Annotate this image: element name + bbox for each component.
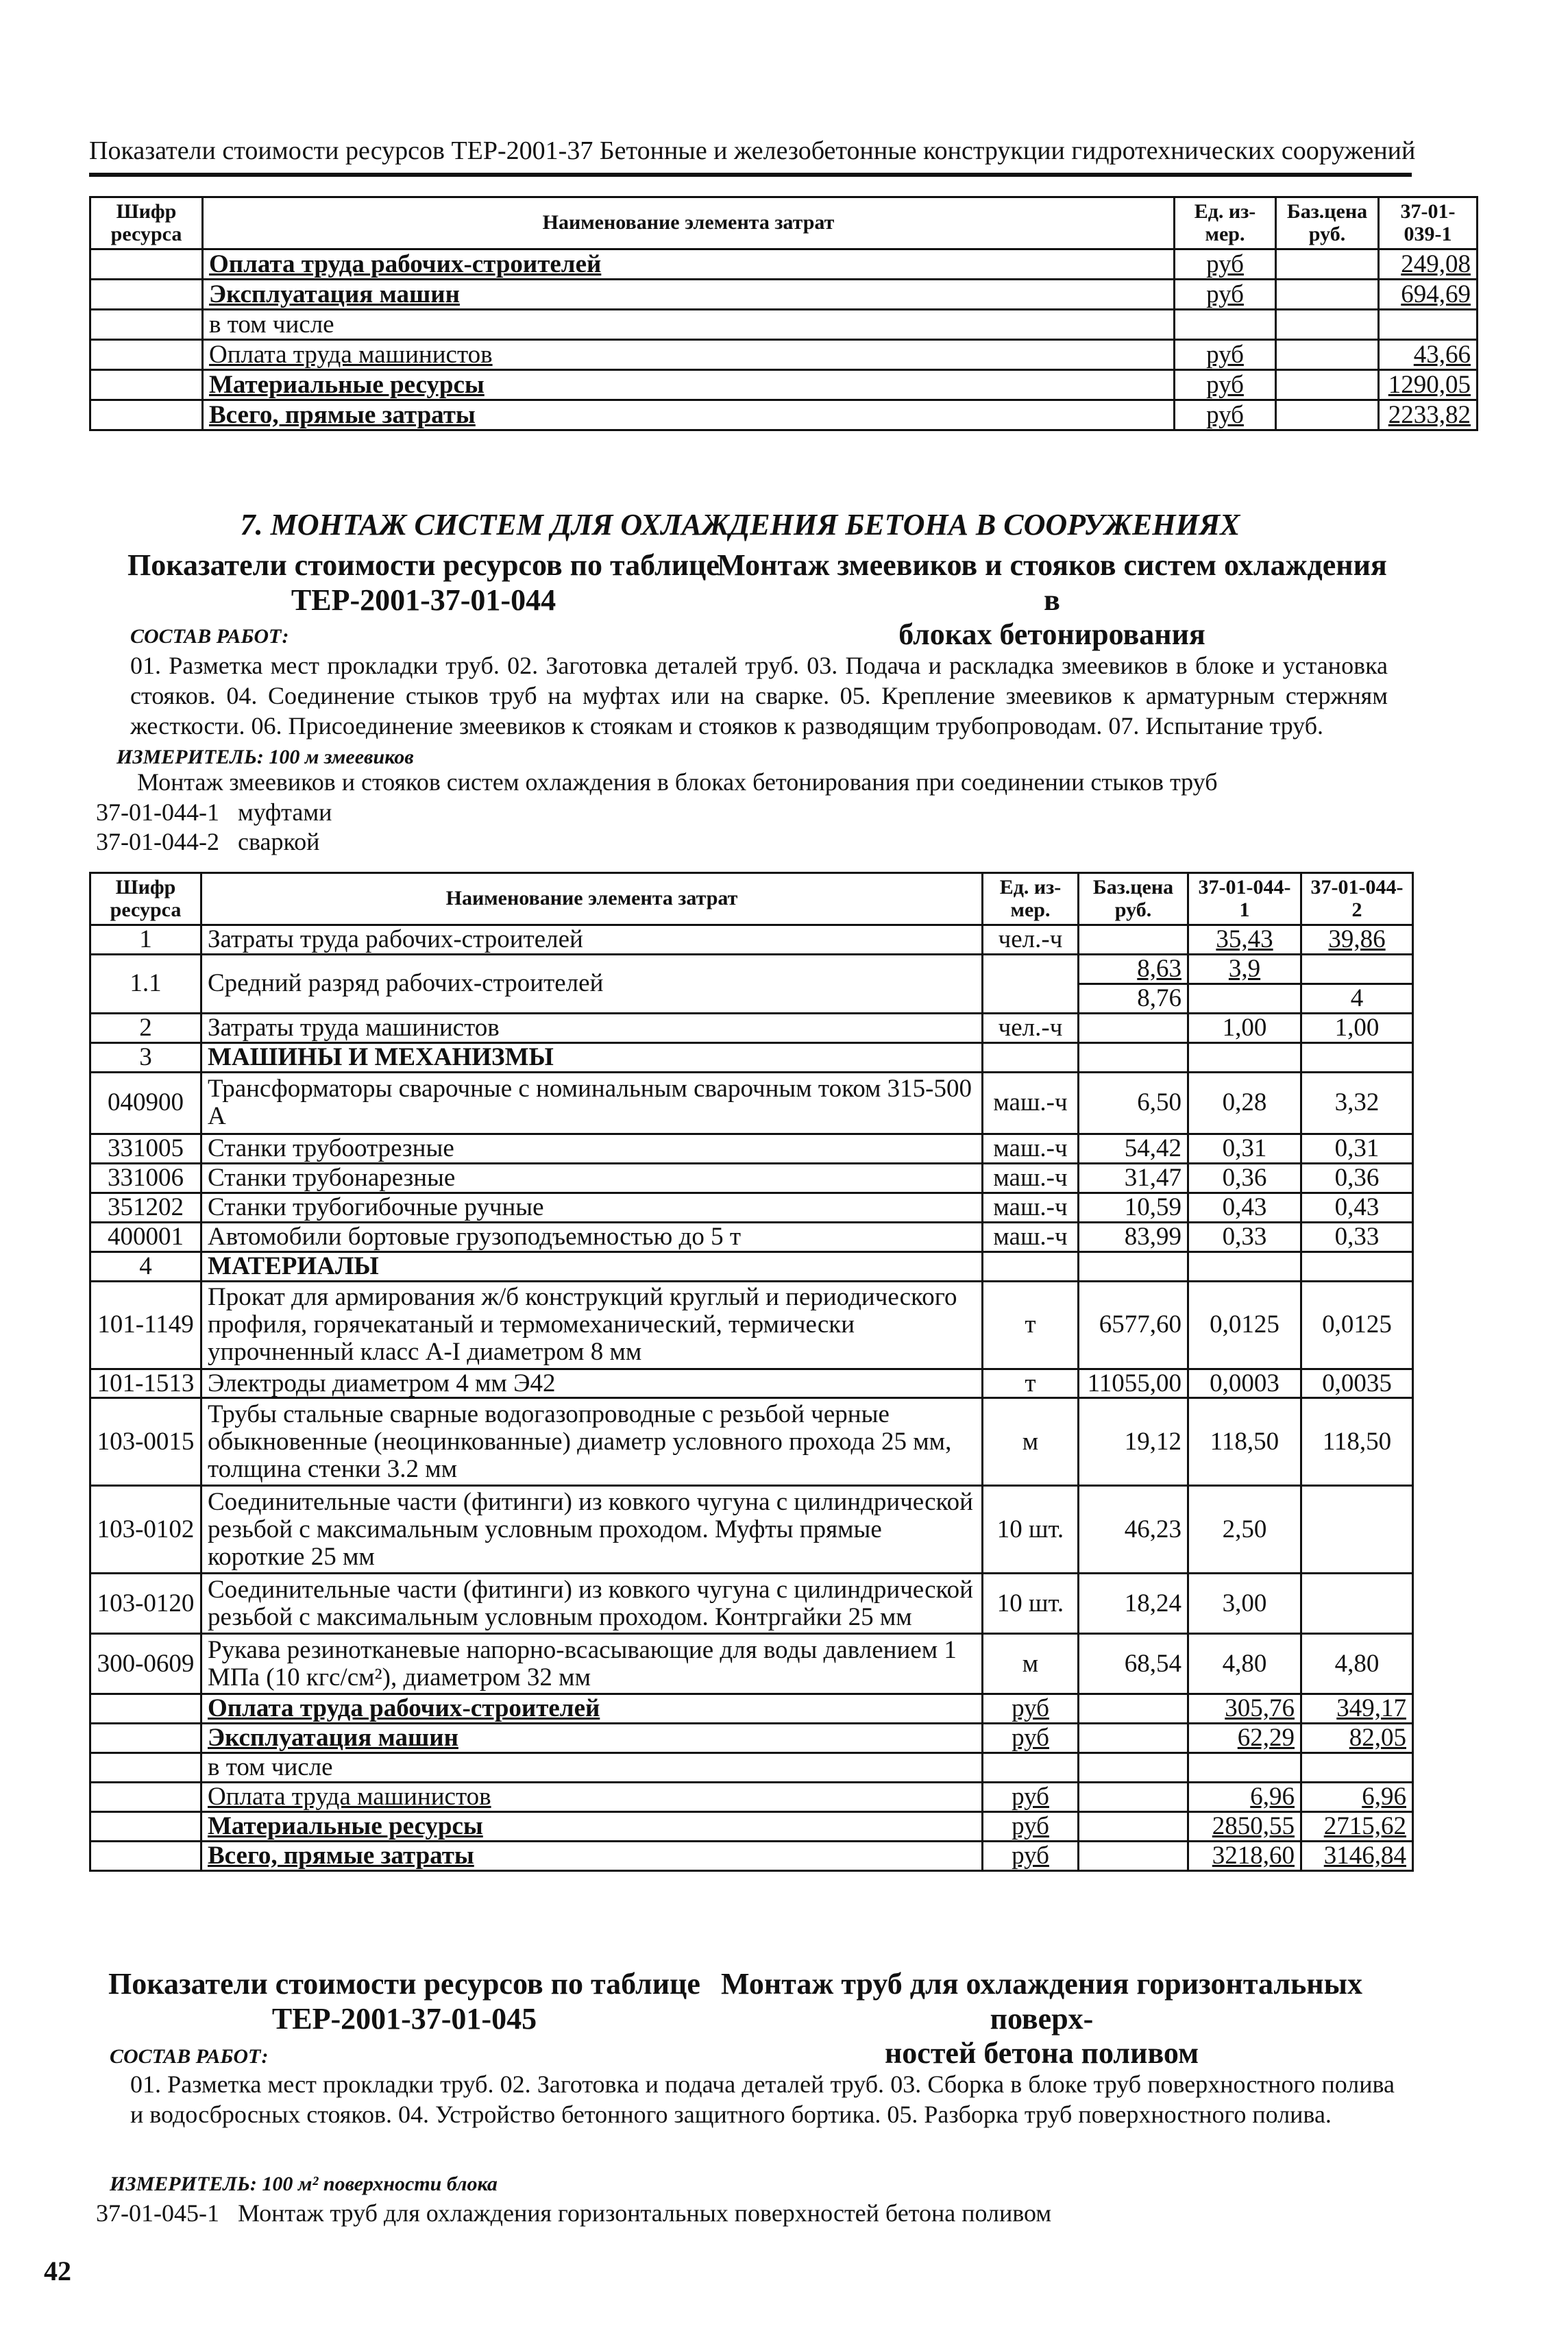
table-row: 2 Затраты труда машинистов чел.-ч 1,00 1,00 [90,1013,1413,1042]
table-row: 101-1513 Электроды диаметром 4 мм Э42 т 11055,00 0,0003 0,0035 [90,1369,1413,1398]
sostav-text: 01. Разметка мест прокладки труб. 02. Заготовка деталей труб. 03. Подача и раскладка змеевиков в блоке и установка стояков. 04. Соединение стыков труб на муфтах или на сварке. 05. Крепление змеевиков к арматурным стержням жесткости. 06. Присоединение змеевиков к стоякам и стояков к разводящим трубопроводам. 07. Испытание труб. [130,652,1388,740]
sostav-text: 01. Разметка мест прокладки труб. 02. Заготовка и подача деталей труб. 03. Сборка в блоке труб поверхностного полива и водосбросных стояков. 04. Устройство бетонного защитного бортика. 05. Разборка труб поверхностного полива. [130,2071,1395,2128]
col-code: Шифр ресурса [90,873,201,925]
table-row: 1 Затраты труда рабочих-строителей чел.-ч 35,43 39,86 [90,925,1413,955]
table-row: 8,76 4 [90,984,1413,1013]
table-row: 103-0102 Соединительные части (фитинги) из ковкого чугуна с цилиндрической резьбой с максимальным условным проходом. Муфты прямые короткие 25 мм 10 шт. 46,23 2,50 [90,1486,1413,1574]
table-row: в том числе [90,310,1478,340]
table-row: Оплата труда машинистов руб 6,96 6,96 [90,1783,1413,1812]
table-37-01-039 [89,196,1478,431]
table-row: 331005 Станки трубоотрезные маш.-ч 54,42 0,31 0,31 [90,1134,1413,1163]
table-row: Всего, прямые затраты руб 3218,60 3146,84 [90,1842,1413,1871]
table-row: 101-1149 Прокат для армирования ж/б конструкций круглый и периодического профиля, горячекатаный и термомеханический, термически упрочненный класс А-I диаметром 8 мм т 6577,60 0,0125 0,0125 [90,1281,1413,1369]
description: Монтаж змеевиков и стояков систем охлаждения в блоках бетонирования при соединении стыков труб [137,768,1218,796]
table-header-row [90,197,1478,249]
table-row: Всего, прямые затраты руб 2233,82 [90,400,1478,430]
table-row: 4 МАТЕРИАЛЫ [90,1251,1413,1281]
page-number: 42 [44,2256,71,2286]
table-row: 103-0120 Соединительные части (фитинги) из ковкого чугуна с цилиндрической резьбой с максимальным условным проходом. Контргайки 25 мм 10 шт. 18,24 3,00 [90,1574,1413,1634]
table-row: Эксплуатация машин руб 62,29 82,05 [90,1724,1413,1753]
col-v1: 37-01-039-1 [1379,197,1478,249]
table-row: 103-0015 Трубы стальные сварные водогазопроводные с резьбой черные обыкновенные (неоцинкованные) диаметр условного прохода 25 мм, толщина стенки 3.2 мм м 19,12 118,50 118,50 [90,1398,1413,1486]
table-row: Материальные ресурсы руб 2850,55 2715,62 [90,1812,1413,1842]
table-row: Оплата труда рабочих-строителей руб 305,76 349,17 [90,1694,1413,1724]
table-row: Эксплуатация машин руб 694,69 [90,280,1478,310]
table-ref-left: Показатели стоимости ресурсов по таблице ТЕР-2001-37-01-045 [108,1967,700,2036]
code-line: 37-01-044-2 сваркой [96,828,320,855]
table-ref-right: Монтаж змеевиков и стояков систем охлаждения в блоках бетонирования [717,548,1387,652]
col-price: Баз.цена руб. [1276,197,1379,249]
table-row: 300-0609 Рукава резинотканевые напорно-всасывающие для воды давлением 1 МПа (10 кгс/см²), диаметром 32 мм м 68,54 4,80 4,80 [90,1634,1413,1694]
col-unit: Ед. из-мер. [983,873,1079,925]
table-row: 040900 Трансформаторы сварочные с номинальным сварочным током 315-500 А маш.-ч 6,50 0,28 3,32 [90,1072,1413,1134]
table-row: 400001 Автомобили бортовые грузоподъемностью до 5 т маш.-ч 83,99 0,33 0,33 [90,1222,1413,1251]
table-37-01-044 [89,872,1414,1872]
code-line: 37-01-045-1 Монтаж труб для охлаждения горизонтальных поверхностей бетона поливом [96,2199,1052,2227]
table-row: в том числе [90,1753,1413,1783]
table-row: Оплата труда машинистов руб 43,66 [90,340,1478,370]
table-row: 351202 Станки трубогибочные ручные маш.-ч 10,59 0,43 0,43 [90,1193,1413,1222]
sostav-label: СОСТАВ РАБОТ: [110,2045,269,2068]
section-title: 7. МОНТАЖ СИСТЕМ ДЛЯ ОХЛАЖДЕНИЯ БЕТОНА В СООРУЖЕНИЯХ [240,508,1240,541]
page-header: Показатели стоимости ресурсов ТЕР-2001-37 Бетонные и железобетонные конструкции гидротехнических сооружений [89,136,1416,165]
code-line: 37-01-044-1 муфтами [96,798,332,826]
izmer-label: ИЗМЕРИТЕЛЬ: 100 м змеевиков [117,746,414,768]
sostav-label: СОСТАВ РАБОТ: [130,625,289,648]
izmer-label: ИЗМЕРИТЕЛЬ: 100 м² поверхности блока [110,2173,498,2195]
table-header-row [90,873,1413,925]
col-v2: 37-01-044-2 [1301,873,1413,925]
table-row: 331006 Станки трубонарезные маш.-ч 31,47 0,36 0,36 [90,1163,1413,1193]
table-ref-left: Показатели стоимости ресурсов по таблице ТЕР-2001-37-01-044 [127,548,720,617]
col-price: Баз.цена руб. [1079,873,1188,925]
table-ref-right: Монтаж труб для охлаждения горизонтальных поверх- ностей бетона поливом [720,1967,1363,2071]
col-name: Наименование элемента затрат [201,873,983,925]
col-name: Наименование элемента затрат [203,197,1175,249]
table-row: Оплата труда рабочих-строителей руб 249,08 [90,249,1478,280]
table-row: 1.1 Средний разряд рабочих-строителей 8,63 3,9 [90,954,1413,984]
col-v1: 37-01-044-1 [1188,873,1301,925]
col-unit: Ед. из-мер. [1175,197,1276,249]
table-row: Материальные ресурсы руб 1290,05 [90,370,1478,400]
header-rule [89,173,1412,177]
table-row: 3 МАШИНЫ И МЕХАНИЗМЫ [90,1042,1413,1072]
col-code: Шифр ресурса [90,197,203,249]
